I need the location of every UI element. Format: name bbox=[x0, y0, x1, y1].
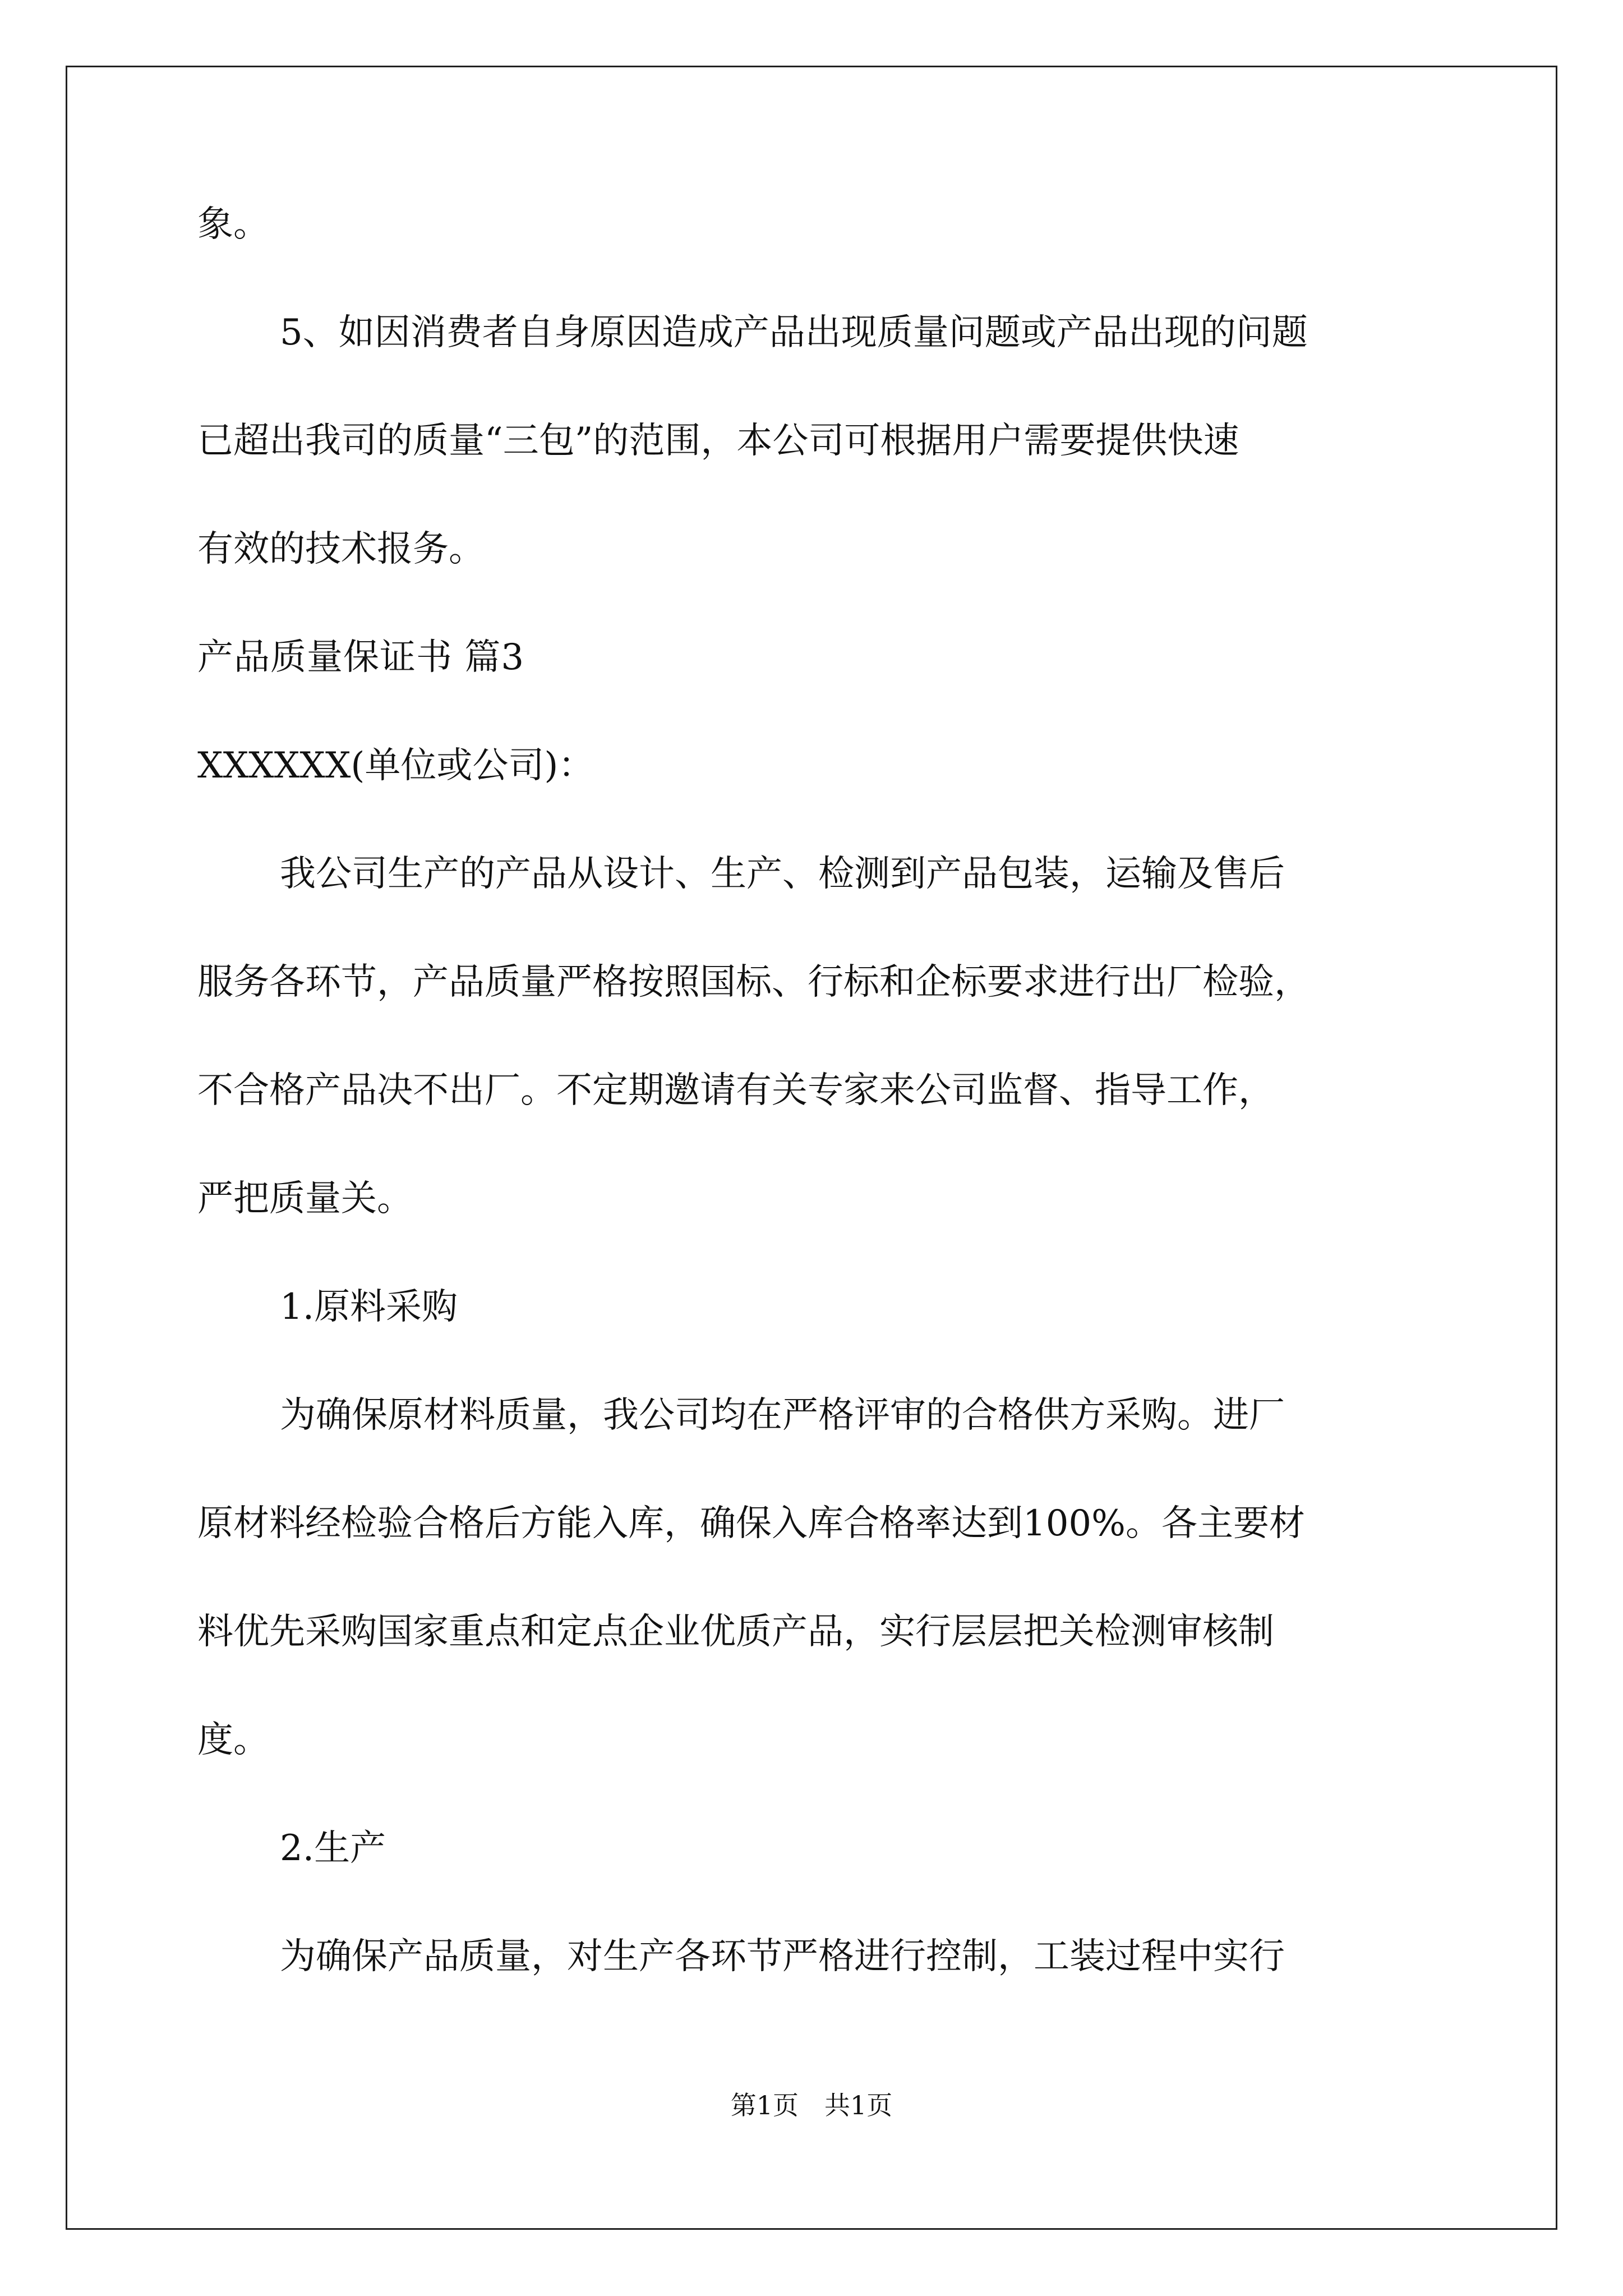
subsection-heading: 1.原料采购 bbox=[280, 1286, 458, 1328]
salutation: XXXXXX(单位或公司)： bbox=[197, 745, 594, 786]
text-line: 为确保原材料质量，我公司均在严格评审的合格供方采购。进厂 bbox=[280, 1395, 1285, 1436]
text-line: 原材料经检验合格后方能入库，确保入库合格率达到100%。各主要材 bbox=[197, 1503, 1305, 1544]
text-line: 不合格产品决不出厂。不定期邀请有关专家来公司监督、指导工作， bbox=[197, 1070, 1274, 1111]
text-line: 严把质量关。 bbox=[197, 1178, 413, 1220]
subsection-heading: 2.生产 bbox=[280, 1828, 386, 1869]
text-line: 服务各环节，产品质量严格按照国标、行标和企标要求进行出厂检验， bbox=[197, 961, 1310, 1003]
text-line: 料优先采购国家重点和定点企业优质产品，实行层层把关检测审核制 bbox=[197, 1611, 1274, 1653]
text-line: 有效的技术报务。 bbox=[197, 528, 485, 570]
page-footer: 第1页 共1页 bbox=[730, 2090, 893, 2120]
text-line: 为确保产品质量，对生产各环节严格进行控制，工装过程中实行 bbox=[280, 1936, 1285, 1977]
text-line: 度。 bbox=[197, 1719, 269, 1761]
document-body bbox=[197, 202, 1426, 1979]
text-line: 我公司生产的产品从设计、生产、检测到产品包装，运输及售后 bbox=[280, 853, 1285, 895]
text-line: 已超出我司的质量“三包”的范围，本公司可根据用户需要提供快速 bbox=[197, 420, 1239, 462]
text-line: 象。 bbox=[197, 204, 269, 245]
section-heading: 产品质量保证书 篇3 bbox=[197, 637, 525, 678]
text-line: 5、如因消费者自身原因造成产品出现质量问题或产品出现的问题 bbox=[280, 312, 1308, 353]
